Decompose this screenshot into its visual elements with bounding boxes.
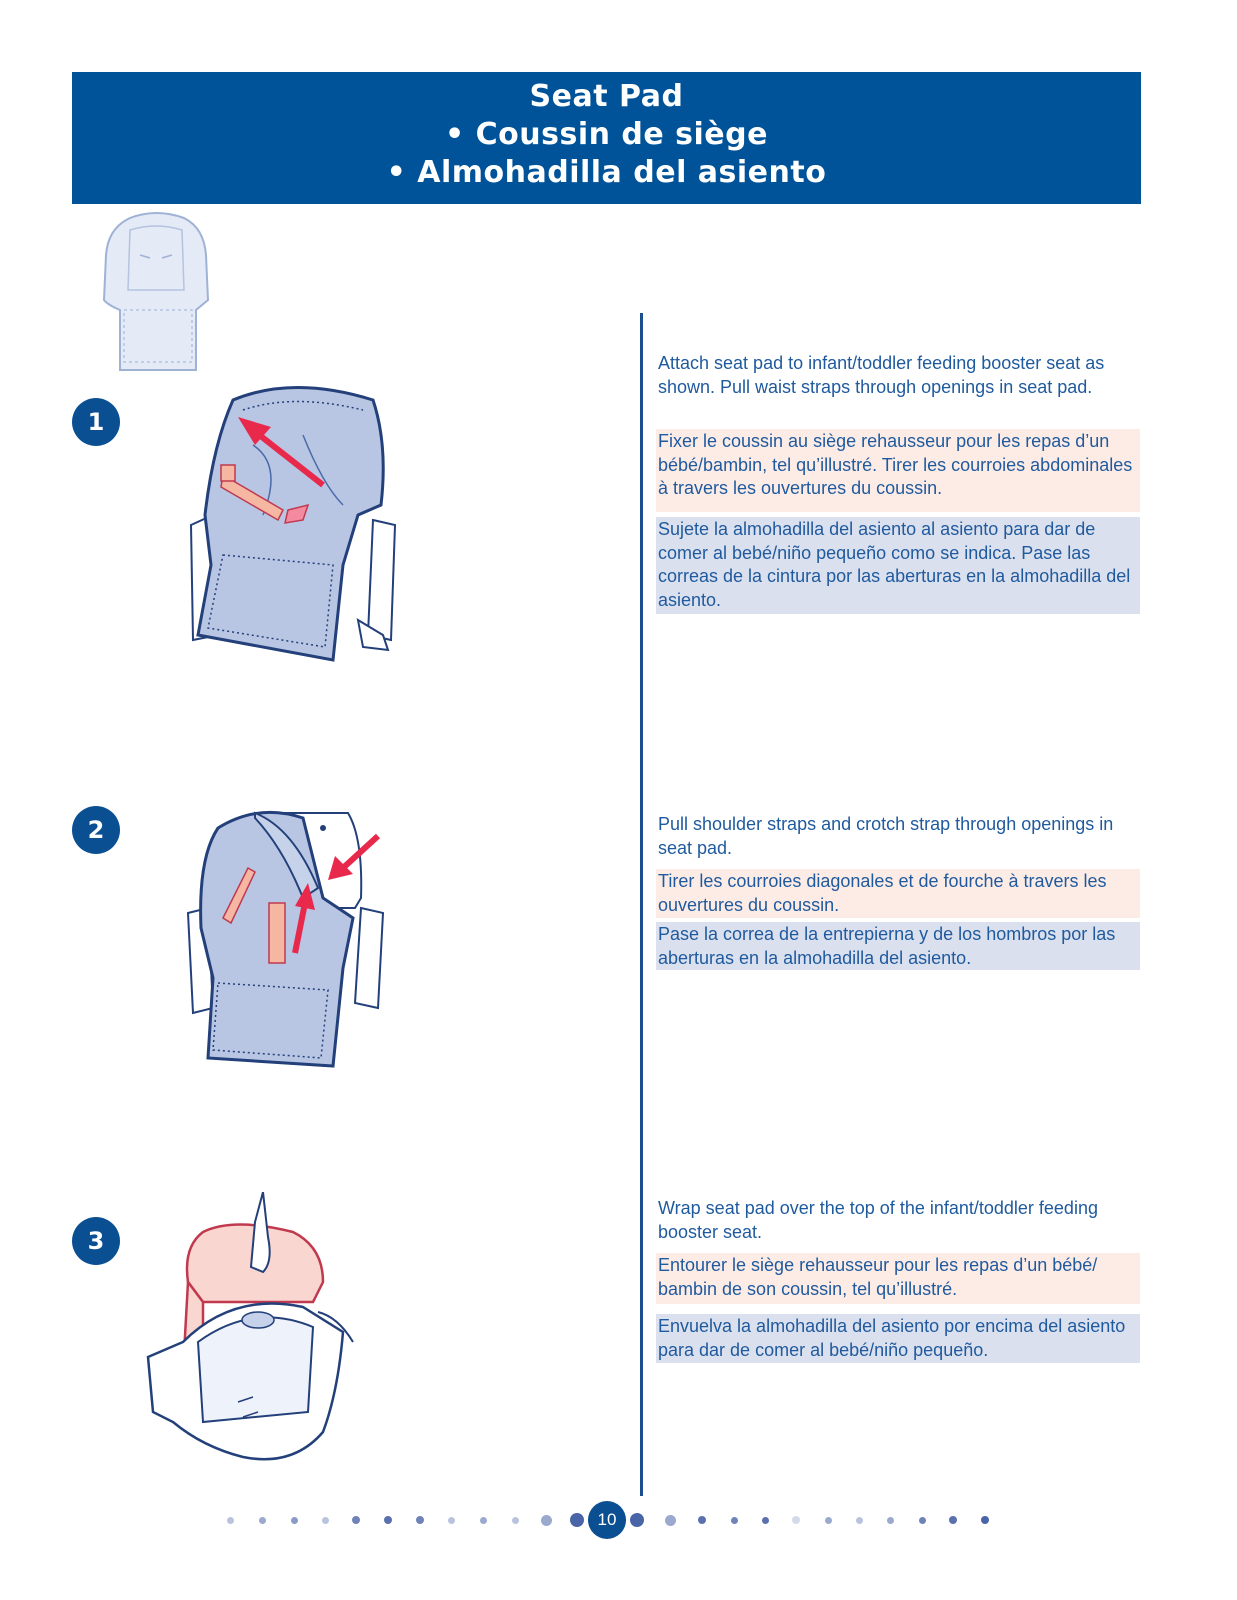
- page-dot: [416, 1516, 424, 1524]
- page-dot: [665, 1515, 676, 1526]
- page-dot: [227, 1517, 234, 1524]
- title-spanish: • Almohadilla del asiento: [386, 155, 827, 190]
- page-dot: [949, 1516, 957, 1524]
- step-2-english: Pull shoulder straps and crotch strap through openings in seat pad.: [658, 814, 1114, 858]
- page-dot: [570, 1513, 584, 1527]
- step-1-badge: 1: [72, 398, 120, 446]
- page-dot: [887, 1517, 894, 1524]
- page-dot: [630, 1513, 644, 1527]
- title-banner: [72, 72, 1141, 204]
- page-dot: [919, 1517, 926, 1524]
- page-dot: [259, 1517, 266, 1524]
- step-2-badge: 2: [72, 806, 120, 854]
- step-3-illustration-icon: [143, 1192, 368, 1467]
- step-2-french: Tirer les courroies diagonales et de fourche à travers les ouvertures du coussin.: [656, 869, 1140, 918]
- page-dot: [762, 1517, 769, 1524]
- page-dot: [384, 1516, 392, 1524]
- page-dot: [448, 1517, 455, 1524]
- step-1-spanish: Sujete la almohadilla del asiento al asiento para dar de comer al bebé/niño pequeño como se indica. Pase las correas de la cintura por las aberturas en la almohadilla del asiento.: [656, 517, 1140, 614]
- column-divider: [640, 313, 643, 1496]
- page-dot: [731, 1517, 738, 1524]
- title-french: • Coussin de siège: [445, 117, 768, 152]
- step-3-spanish: Envuelva la almohadilla del asiento por encima del asiento para dar de comer al bebé/niño pequeño.: [656, 1314, 1140, 1363]
- step-3-english: Wrap seat pad over the top of the infant/toddler feeding booster seat.: [658, 1198, 1098, 1242]
- page-dot: [480, 1517, 487, 1524]
- step-1-french: Fixer le coussin au siège rehausseur pour les repas d’un bébé/bambin, tel qu’illustré. Tirer les courroies abdominales à travers les ouvertures du coussin.: [656, 429, 1140, 512]
- page-dot: [322, 1517, 329, 1524]
- step-3-french: Entourer le siège rehausseur pour les repas d’un bébé/ bambin de son coussin, tel qu’illustré.: [656, 1253, 1140, 1304]
- title-english: Seat Pad: [529, 79, 684, 114]
- page-dot: [792, 1516, 800, 1524]
- step-2-illustration-icon: [183, 808, 388, 1070]
- page-dot: [352, 1516, 360, 1524]
- page-dot: [825, 1517, 832, 1524]
- page-dot: [698, 1516, 706, 1524]
- page-dot: [856, 1517, 863, 1524]
- step-3-badge: 3: [72, 1217, 120, 1265]
- step-2-spanish: Pase la correa de la entrepierna y de los hombros por las aberturas en la almohadilla del asiento.: [656, 922, 1140, 970]
- page-number: 10: [588, 1501, 626, 1539]
- seat-pad-thumbnail-icon: [100, 210, 212, 375]
- page-dot: [512, 1517, 519, 1524]
- page-dot: [981, 1516, 989, 1524]
- page-dot: [291, 1517, 298, 1524]
- step-1-english: Attach seat pad to infant/toddler feeding booster seat as shown. Pull waist straps through openings in seat pad.: [658, 353, 1105, 397]
- page-dot: [541, 1515, 552, 1526]
- step-1-illustration-icon: [183, 385, 403, 670]
